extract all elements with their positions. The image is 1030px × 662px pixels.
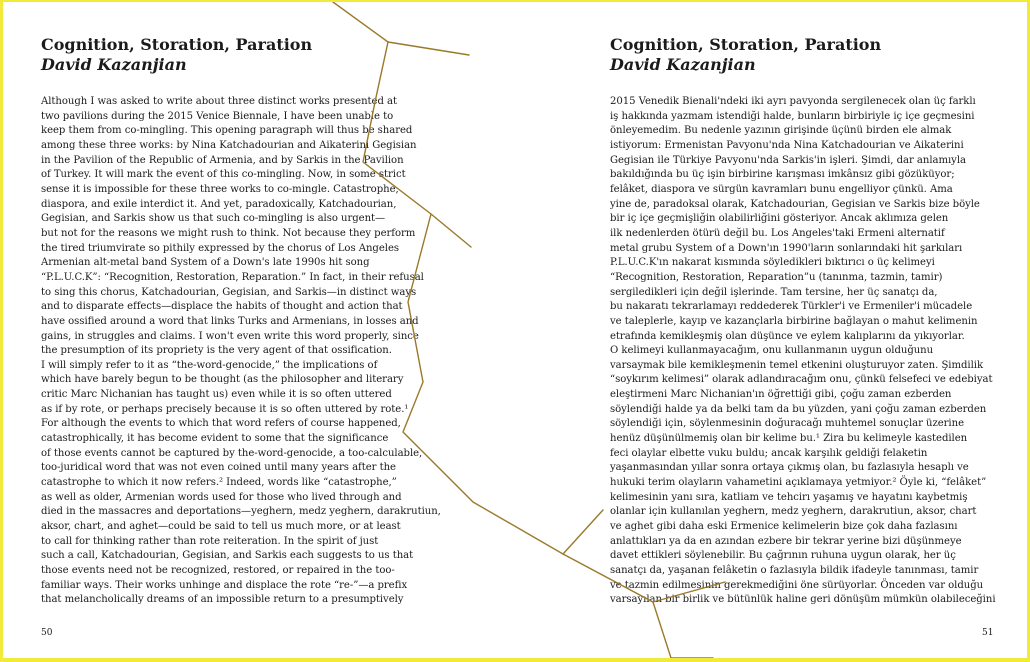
text-line: Although I was asked to write about three distinct works presented at: [41, 96, 398, 107]
text-line: henüz düşünülmemiş olan bir kelime bu.¹ Zira bu kelimeyle kastedilen: [610, 433, 968, 445]
text-line: too-juridical word that was not even coined until many years after the: [41, 462, 396, 474]
text-line: have ossified around a word that links Turks and Armenians, in losses and: [41, 315, 419, 327]
text-line: yine de, paradoksal olarak, Katchadourian, Gegisian ve Sarkis bize böyle: [610, 198, 980, 210]
text-line: “Recognition, Restoration, Reparation”u (tanınma, tazmin, tamir): [610, 271, 943, 283]
text-line: in the Pavilion of the Republic of Armenia, and by Sarkis in the Pavilion: [41, 154, 404, 166]
text-line: anlattıkları ya da en azından ezbere bir tekrar yerine bizi düşünmeye: [610, 535, 962, 547]
text-line: O kelimeyi kullanmayacağım, onu kullanmanın uygun olduğunu: [610, 345, 934, 357]
text-line: bir iç içe geçmişliğin olabilirliğini gösteriyor. Ancak aklımıza gelen: [610, 213, 949, 225]
text-line: among these three works: by Nina Katchadourian and Aikaterini Gegisian: [41, 139, 417, 151]
text-line: to sing this chorus, Katchadourian, Gegisian, and Sarkis—in distinct ways: [41, 286, 417, 298]
text-line: Armenian alt-metal band System of a Down's late 1990s hit song: [41, 257, 370, 269]
text-line: as well as older, Armenian words used for those who lived through and: [41, 491, 402, 503]
text-line: I will simply refer to it as “the-word-genocide,” the implications of: [41, 359, 378, 371]
text-line: and to disparate effects—displace the habits of thought and action that: [41, 301, 403, 313]
right-page: [517, 2, 1027, 658]
text-line: such a call, Katchadourian, Gegisian, and Sarkis each suggests to us that: [41, 550, 414, 562]
text-line: eleştirmeni Marc Nichanian'ın öğrettiği gibi, çoğu zaman ezberden: [610, 389, 952, 401]
text-line: “P.L.U.C.K”: “Recognition, Restoration, Reparation.” In fact, in their refusal: [41, 271, 424, 283]
text-line: ve taleplerle, kayıp ve kazançlarla birbirine bağlayan o mahut kelimenin: [610, 315, 978, 327]
text-line: iş hakkında yazmam istendiği halde, bunların birbiriyle iç içe geçmesini: [610, 110, 975, 122]
text-line: bakıldığında bu üç işin birbirine karışması imkânsız gibi gözüküyor;: [610, 169, 955, 181]
text-line: söylendiği için, söylenmesinin doğuracağı muhtemel sonuçlar üzerine: [610, 418, 964, 430]
text-line: the tired triumvirate so pithily expressed by the chorus of Los Angeles: [41, 242, 399, 254]
text-line: felâket, diaspora ve sürgün kavramları bunu engelliyor çünkü. Ama: [610, 183, 953, 195]
text-line: familiar ways. Their works unhinge and displace the rote “re-”—a prefix: [41, 579, 408, 591]
text-line: of Turkey. It will mark the event of this co-mingling. Now, in some strict: [41, 169, 406, 181]
text-line: ve aghet gibi daha eski Ermenice kelimelerin bize çok daha fazlasını: [610, 521, 958, 533]
text-line: feci olaylar elbette vuku buldu; ancak karşılık geldiği felaketin: [610, 447, 928, 459]
text-line: ilk nedenlerden ötürü değil bu. Los Angeles'taki Ermeni alternatif: [610, 227, 945, 239]
author-name: David Kazanjian: [41, 55, 187, 74]
text-line: the presumption of its propriety is the very agent of that ossification.: [41, 345, 392, 357]
text-line: olanlar için kullanılan yeghern, medz yeghern, darakrutiun, aksor, chart: [610, 506, 977, 518]
text-line: sense it is impossible for these three works to co-mingle. Catastrophe,: [41, 183, 399, 195]
text-line: to call for thinking rather than rote reiteration. In the spirit of just: [41, 535, 379, 547]
text-line: “soykırım kelimesi” olarak adlandıracağım onu, çünkü felsefeci ve edebiyat: [610, 374, 993, 386]
text-line: yaşanmasından yıllar sonra ortaya çıkmış olan, bu fazlasıyla hesaplı ve: [610, 462, 969, 474]
text-line: hukuki terim olayların vahametini açıklamaya yetmiyor.² Öyle ki, “felâket”: [610, 477, 987, 489]
author-name: David Kazanjian: [610, 55, 756, 74]
text-line: ve tazmin edilmesinin gerekmediğini öne sürüyorlar. Önceden var olduğu: [610, 579, 984, 591]
text-line: critic Marc Nichanian has taught us) even while it is so often uttered: [41, 389, 392, 401]
text-line: varsayılan bir birlik ve bütünlük haline geri dönüşüm mümkün olabileceğini: [610, 594, 996, 606]
text-line: keep them from co-mingling. This opening paragraph will thus be shared: [41, 125, 413, 137]
left-page: [3, 2, 517, 658]
text-line: catastrophe to which it now refers.² Indeed, words like “catastrophe,”: [41, 477, 397, 489]
text-line: kelimesinin yanı sıra, katliam ve tehcirı yaşamış ve hayatını kaybetmiş: [610, 491, 968, 503]
text-line: catastrophically, it has become evident to some that the significance: [41, 433, 389, 445]
body-text: [610, 95, 996, 608]
text-line: diaspora, and exile interdict it. And yet, paradoxically, Katchadourian,: [41, 198, 397, 210]
text-line: died in the massacres and deportations—yeghern, medz yeghern, darakrutiun,: [41, 506, 441, 518]
text-line: that melancholically dreams of an impossible return to a presumptively: [41, 594, 404, 606]
text-line: of those events cannot be captured by the-word-genocide, a too-calculable,: [41, 447, 423, 459]
text-line: For although the events to which that word refers of course happened,: [41, 418, 401, 430]
text-line: önleyemedim. Bu nedenle yazının girişinde üçünü birden ele almak: [610, 125, 952, 137]
text-line: but not for the reasons we might rush to think. Not because they perform: [41, 227, 416, 239]
text-line: bu nakaratı tekrarlamayı reddederek Türkler'i ve Ermeniler'i mücadele: [610, 301, 973, 313]
page-number: 50: [41, 628, 53, 638]
text-line: metal grubu System of a Down'ın 1990'ların sonlarındaki hit şarkıları: [610, 242, 963, 254]
text-line: Gegisian ile Türkiye Pavyonu'nda Sarkis'in işleri. Şimdi, dar anlamıyla: [610, 154, 966, 166]
text-line: istiyorum: Ermenistan Pavyonu'nda Nina Katchadourian ve Aikaterini: [610, 139, 964, 151]
text-line: P.L.U.C.K'ın nakarat kısmında söyledikleri bıktırıcı o üç kelimeyi: [610, 257, 935, 269]
text-line: Gegisian, and Sarkis show us that such co-mingling is also urgent—: [41, 213, 386, 225]
text-line: söylendiği halde ya da belki tam da bu yüzden, yani çoğu zaman ezberden: [610, 403, 987, 415]
page-number: 51: [982, 628, 994, 638]
text-line: which have barely begun to be thought (as the philosopher and literary: [41, 374, 404, 386]
text-line: sanatçı da, yaşanan felâketin o fazlasıyla bildik ifadeyle tanınması, tamir: [610, 565, 979, 576]
text-line: gains, in struggles and claims. I won't even write this word properly, since: [41, 330, 419, 342]
text-line: varsaymak bile kemikleşmenin temel etkenini oluşturuyor zaten. Şimdilik: [610, 359, 984, 371]
text-line: as if by rote, or perhaps precisely because it is so often uttered by rote.¹: [41, 403, 409, 415]
text-line: davet ettikleri söylenebilir. Bu çağrının ruhuna uygun olarak, her üç: [610, 550, 956, 562]
text-line: two pavilions during the 2015 Venice Biennale, I have been unable to: [41, 110, 394, 122]
book-spread: [3, 2, 1027, 658]
body-text: [41, 95, 441, 608]
page-title: Cognition, Storation, Paration: [610, 35, 882, 54]
text-line: aksor, chart, and aghet—could be said to tell us much more, or at least: [41, 521, 401, 533]
text-line: 2015 Venedik Bienali'ndeki iki ayrı pavyonda sergilenecek olan üç farklı: [610, 96, 976, 107]
text-line: sergiledikleri için değil işlerinde. Tam tersine, her üç sanatçı da,: [610, 286, 938, 298]
page-title: Cognition, Storation, Paration: [41, 35, 313, 54]
text-line: etrafında kemikleşmiş olan düşünce ve eylem kalıplarını da yıkıyorlar.: [610, 330, 965, 342]
text-line: those events need not be recognized, restored, or repaired in the too-: [41, 565, 395, 576]
